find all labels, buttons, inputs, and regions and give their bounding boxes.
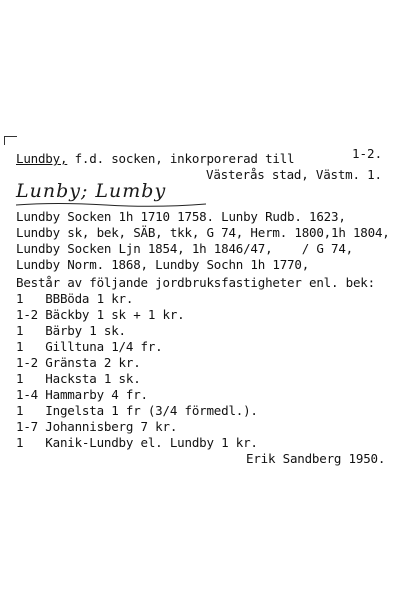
handwritten-forms: Lunby; Lumby	[16, 180, 167, 202]
property-item: 1-2 Bäckby 1 sk + 1 kr.	[16, 307, 185, 322]
property-item: 1 Bärby 1 sk.	[16, 323, 126, 338]
source-line: Lundby Socken 1h 1710 1758. Lunby Rudb. 1623,	[16, 209, 346, 224]
location-line: Västerås stad, Västm. 1.	[206, 167, 382, 182]
source-line: Lundby Socken Ljn 1854, 1h 1846/47, / G 74,	[16, 241, 353, 256]
signature: Erik Sandberg 1950.	[246, 451, 386, 466]
card-number: 1-2.	[352, 146, 383, 161]
property-item: 1-2 Gränsta 2 kr.	[16, 355, 141, 370]
property-item: 1 Ingelsta 1 fr (3/4 förmedl.).	[16, 403, 258, 418]
property-intro: Består av följande jordbruksfastigheter enl. bek:	[16, 275, 375, 290]
corner-mark	[4, 136, 17, 145]
property-item: 1 Hacksta 1 sk.	[16, 371, 141, 386]
property-item: 1-7 Johannisberg 7 kr.	[16, 419, 178, 434]
property-item: 1 Gilltuna 1/4 fr.	[16, 339, 163, 354]
property-item: 1 BBBöda 1 kr.	[16, 291, 134, 306]
handwritten-underline	[16, 202, 206, 208]
headword: Lundby,	[16, 151, 68, 166]
source-line: Lundby sk, bek, SÄB, tkk, G 74, Herm. 1800,1h 1804,	[16, 225, 390, 240]
property-item: 1-4 Hammarby 4 fr.	[16, 387, 148, 402]
source-line: Lundby Norm. 1868, Lundby Sochn 1h 1770,	[16, 257, 310, 272]
property-item: 1 Kanik-Lundby el. Lundby 1 kr.	[16, 435, 258, 450]
entry-heading-line	[16, 152, 294, 166]
heading-description: f.d. socken, inkorporerad till	[67, 151, 295, 166]
